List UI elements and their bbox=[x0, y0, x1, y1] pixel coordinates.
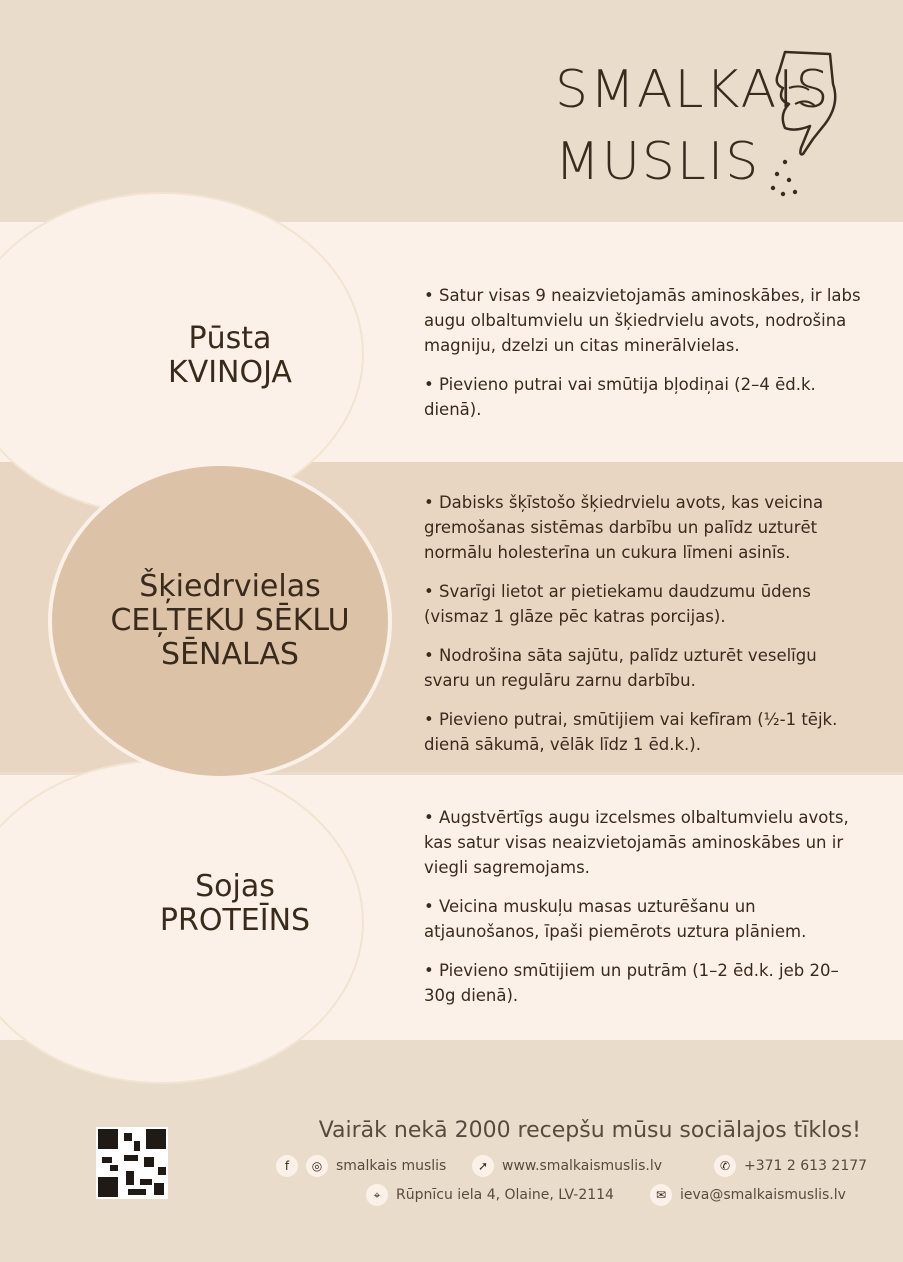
cursor-click-icon: ➚ bbox=[472, 1155, 494, 1177]
phone-number[interactable]: +371 2 613 2177 bbox=[744, 1158, 868, 1174]
bullet-text: • Svarīgi lietot ar pietiekamu daudzumu ūdens (vismaz 1 glāze pēc katras porcijas). bbox=[424, 582, 811, 626]
section-body-quinoa bbox=[424, 283, 864, 436]
facebook-icon[interactable]: f bbox=[276, 1155, 298, 1177]
bullet-text: • Pievieno putrai, smūtijiem vai kefīram (½-1 tējk. dienā sākumā, vēlāk līdz 1 ēd.k.). bbox=[424, 710, 838, 754]
email-contact[interactable] bbox=[650, 1184, 846, 1206]
bullet-text: • Nodrošina sāta sajūtu, palīdz uzturēt veselīgu svaru un regulāru zarnu darbību. bbox=[424, 646, 817, 690]
bullet-text: • Dabisks šķīstošo šķiedrvielu avots, kas veicina gremošanas sistēmas darbību un palīdz uzturēt normālu holesterīna un cukura līmeni asinīs. bbox=[424, 493, 824, 562]
footer-headline: Vairāk nekā 2000 recepšu mūsu sociālajos tīklos! bbox=[318, 1118, 861, 1143]
hand-sprinkle-icon bbox=[755, 44, 845, 204]
email-link[interactable]: ieva@smalkaismuslis.lv bbox=[680, 1187, 846, 1203]
social-handle[interactable]: smalkais muslis bbox=[336, 1158, 447, 1174]
title-line: SĒNALAS bbox=[161, 637, 299, 672]
brand-logo bbox=[555, 44, 845, 204]
bullet-text: • Pievieno smūtijiem un putrām (1–2 ēd.k. jeb 20–30g dienā). bbox=[424, 961, 839, 1005]
phone-icon: ✆ bbox=[714, 1155, 736, 1177]
brand-line2: MUSLIS bbox=[555, 132, 761, 192]
bullet-text: • Augstvērtīgs augu izcelsmes olbaltumvielu avots, kas satur visas neaizvietojamās aminoskābes un ir viegli sagremojams. bbox=[424, 808, 849, 877]
address-contact bbox=[366, 1184, 614, 1206]
instagram-icon[interactable]: ◎ bbox=[306, 1155, 328, 1177]
title-line: Sojas bbox=[195, 869, 275, 904]
phone-contact[interactable] bbox=[714, 1155, 867, 1177]
website-contact[interactable] bbox=[472, 1155, 662, 1177]
title-line: KVINOJA bbox=[168, 355, 292, 390]
title-line: PROTEĪNS bbox=[159, 903, 311, 938]
brand-line1: SMALKAIS bbox=[555, 60, 831, 120]
brand-wordmark bbox=[555, 54, 831, 198]
section-body-soy bbox=[424, 805, 864, 1022]
title-line: Šķiedrvielas bbox=[139, 569, 321, 604]
envelope-icon: ✉ bbox=[650, 1184, 672, 1206]
section-title-quinoa bbox=[120, 322, 340, 390]
bullet-text: • Satur visas 9 neaizvietojamās aminoskābes, ir labs augu olbaltumvielu un šķiedrvielu avots, nodrošina magniju, dzelzi un citas minerālvielas. bbox=[424, 286, 861, 355]
section-title-psyllium bbox=[70, 570, 390, 672]
section-body-psyllium bbox=[424, 490, 864, 771]
website-link[interactable]: www.smalkaismuslis.lv bbox=[502, 1158, 663, 1174]
bullet-text: • Veicina muskuļu masas uzturēšanu un atjaunošanos, īpaši piemērots uztura plāniem. bbox=[424, 897, 807, 941]
section-title-soy bbox=[110, 870, 360, 938]
bullet-text: • Pievieno putrai vai smūtija bļodiņai (2–4 ēd.k. dienā). bbox=[424, 375, 816, 419]
social-contact[interactable] bbox=[276, 1155, 446, 1177]
location-pin-icon: ⌖ bbox=[366, 1184, 388, 1206]
title-line: CEĻTEKU SĒKLU bbox=[110, 603, 350, 638]
address-text: Rūpnīcu iela 4, Olaine, LV-2114 bbox=[396, 1187, 614, 1203]
title-line: Pūsta bbox=[188, 321, 272, 356]
qr-code-icon[interactable] bbox=[96, 1127, 168, 1199]
